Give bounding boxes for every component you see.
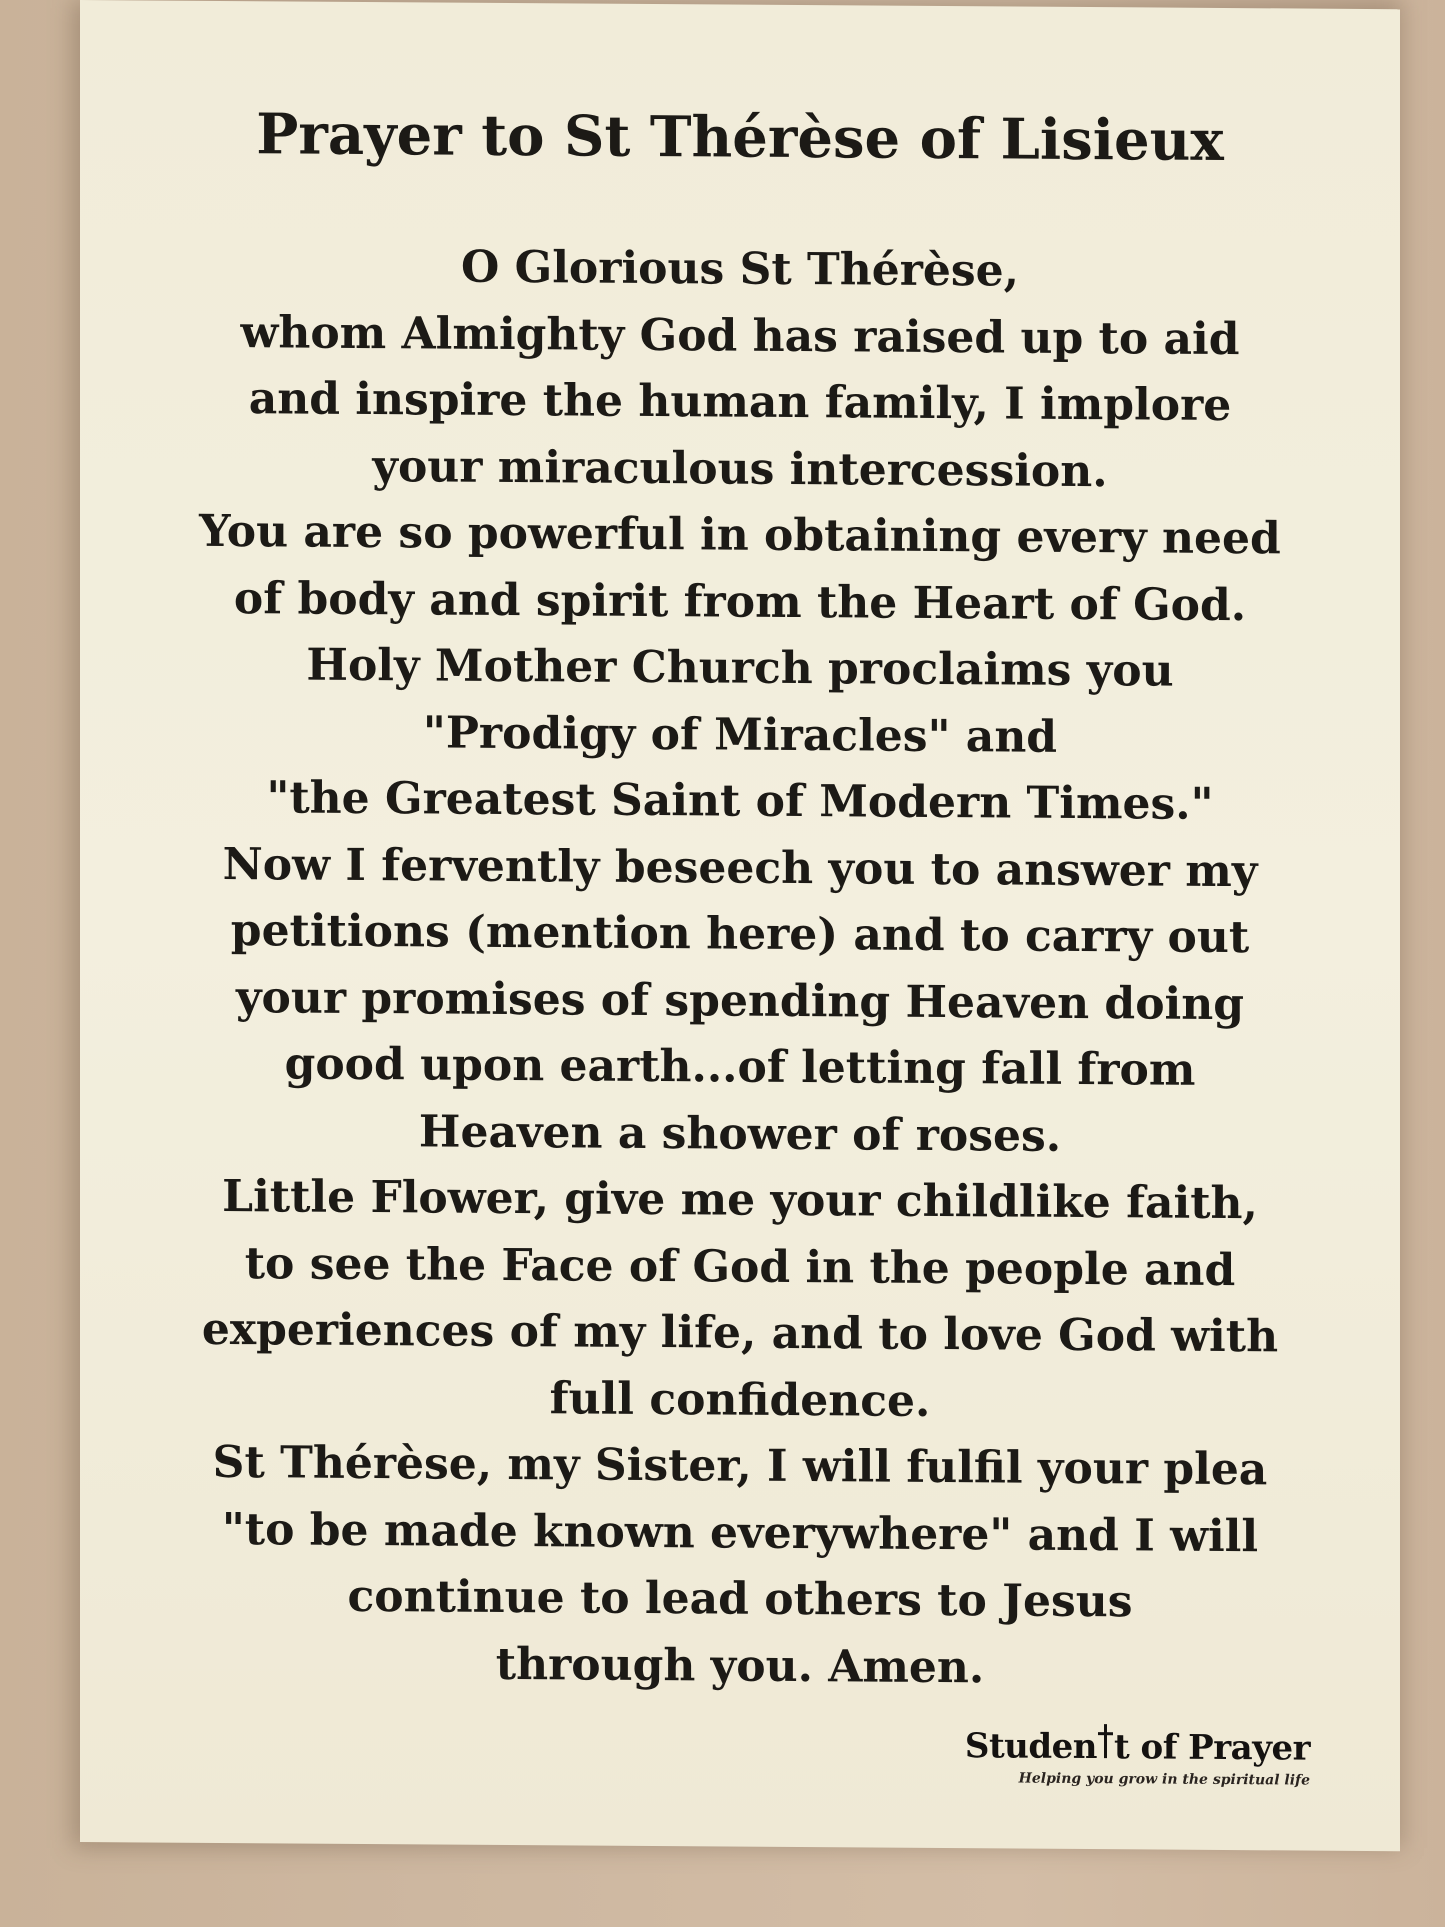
prayer-line: experiences of my life, and to love God with bbox=[201, 1303, 1279, 1363]
prayer-line: continue to lead others to Jesus bbox=[347, 1570, 1133, 1628]
prayer-line: O Glorious St Thérèse, bbox=[460, 241, 1019, 297]
prayer-title: Prayer to St Thérèse of Lisieux bbox=[256, 101, 1224, 174]
brand-logo bbox=[965, 1726, 1310, 1788]
prayer-line: Heaven a shower of roses. bbox=[418, 1105, 1062, 1162]
prayer-line: your promises of spending Heaven doing bbox=[235, 971, 1245, 1030]
prayer-line: through you. Amen. bbox=[495, 1638, 985, 1693]
cross-icon bbox=[1098, 1730, 1112, 1760]
prayer-line: and inspire the human family, I implore bbox=[248, 373, 1232, 432]
brand-name bbox=[965, 1726, 1310, 1768]
prayer-line: Little Flower, give me your childlike faith, bbox=[222, 1170, 1258, 1230]
prayer-line: full confidence. bbox=[549, 1372, 931, 1427]
prayer-body bbox=[80, 232, 1400, 1704]
prayer-line: Holy Mother Church proclaims you bbox=[306, 639, 1174, 697]
prayer-line: St Thérèse, my Sister, I will fulfil your plea bbox=[212, 1436, 1268, 1496]
prayer-line: good upon earth...of letting fall from bbox=[284, 1038, 1196, 1096]
prayer-line: Now I fervently beseech you to answer my bbox=[222, 838, 1258, 897]
prayer-line: "Prodigy of Miracles" and bbox=[422, 706, 1058, 763]
prayer-line: "to be made known everywhere" and I will bbox=[221, 1503, 1259, 1562]
prayer-line: You are so powerful in obtaining every need bbox=[199, 505, 1281, 565]
prayer-line: whom Almighty God has raised up to aid bbox=[240, 306, 1240, 365]
prayer-line: your miraculous intercession. bbox=[372, 440, 1108, 497]
prayer-line: petitions (mention here) and to carry out bbox=[230, 905, 1250, 964]
brand-tagline: Helping you grow in the spiritual life bbox=[1018, 1770, 1310, 1789]
prayer-line: "the Greatest Saint of Modern Times." bbox=[266, 772, 1214, 830]
brand-name-part1: Studen bbox=[964, 1726, 1097, 1768]
prayer-line: of body and spirit from the Heart of God. bbox=[233, 572, 1247, 631]
brand-name-part2: t of Prayer bbox=[1114, 1727, 1310, 1769]
prayer-line: to see the Face of God in the people and bbox=[244, 1237, 1236, 1296]
prayer-card bbox=[80, 0, 1400, 1851]
